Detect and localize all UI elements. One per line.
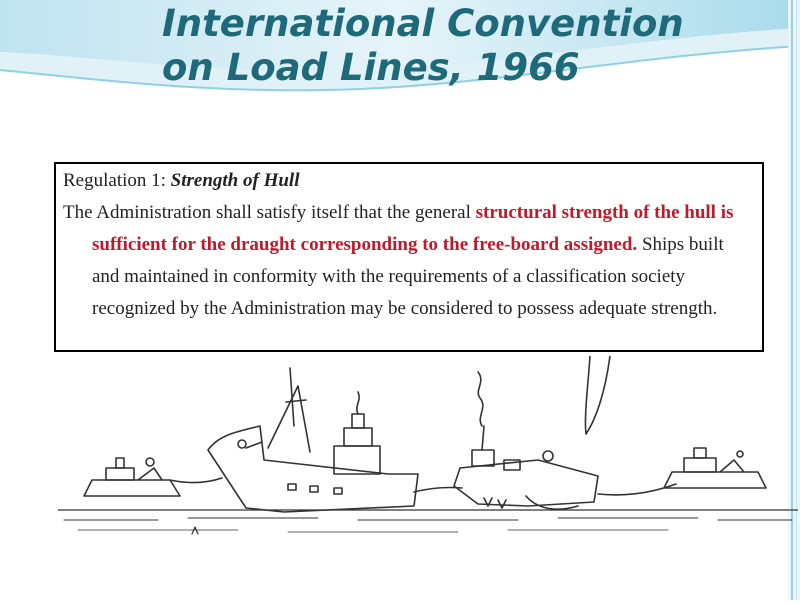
regulation-heading-title: Strength of Hull [170,170,300,191]
regulation-text-intro: The Administration shall satisfy itself that the general [63,202,476,223]
regulation-box [54,162,764,352]
slide-title-line-1: International Convention [162,2,684,45]
regulation-text-rest: Ships built and maintained in conformity with the requirements of a classification society recognized by the Administration may be considered to possess adequate strength. [92,234,724,319]
regulation-heading-prefix: Regulation 1: [63,170,171,191]
slide-title-line-2: on Load Lines, 1966 [162,46,580,89]
regulation-text-highlight: structural strength of the hull is sufficient for the draught corresponding to the free-board assigned. [92,202,734,255]
ship-cartoon-illustration [58,356,798,542]
regulation-heading [63,169,752,193]
regulation-text [63,197,752,325]
slide-title [162,2,762,90]
